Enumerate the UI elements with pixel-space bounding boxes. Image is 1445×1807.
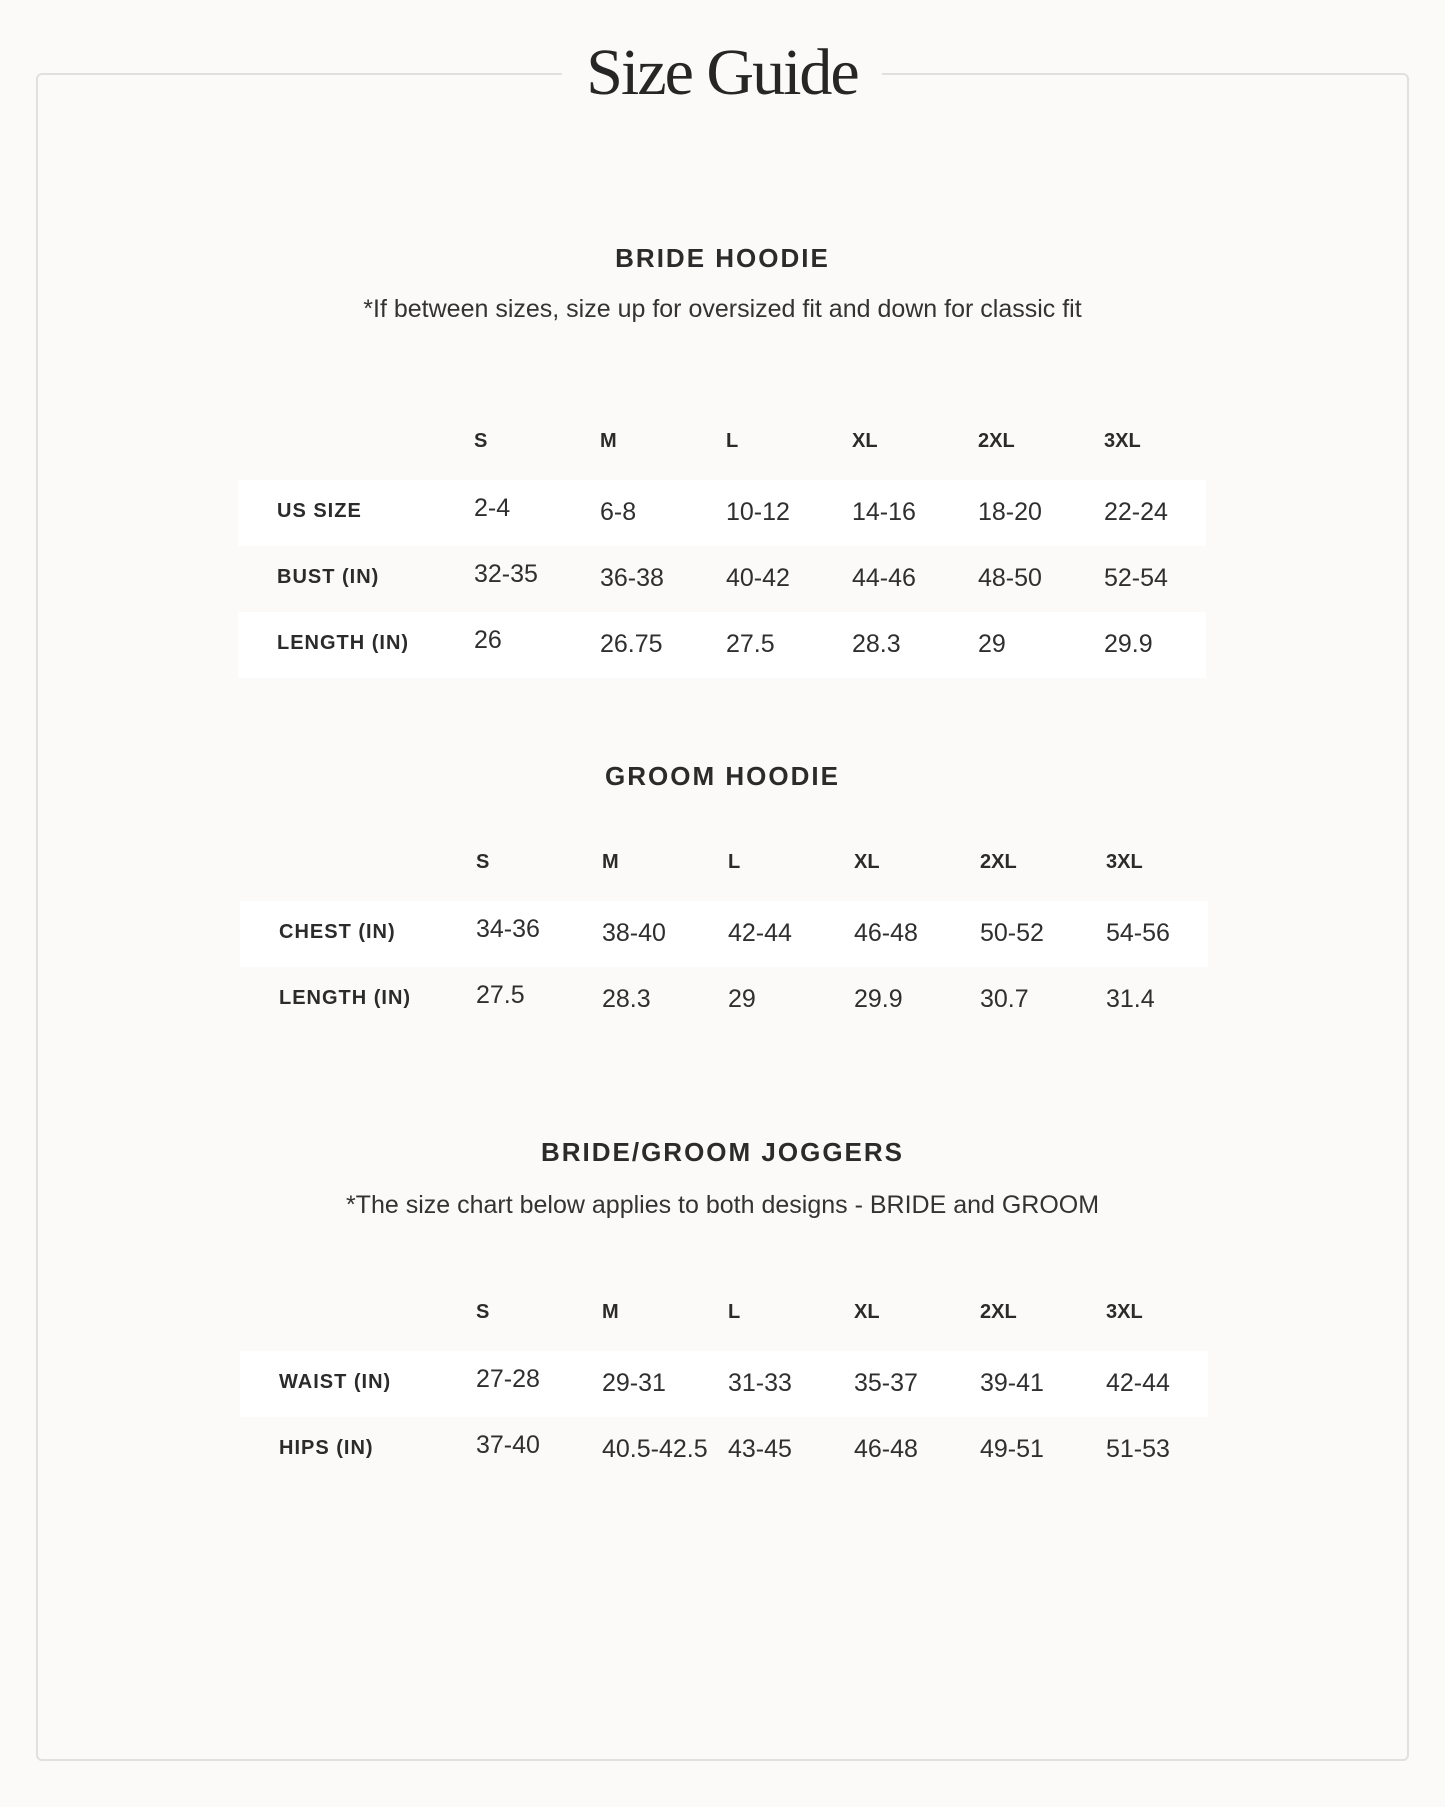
table-cell: 52-54 (1104, 564, 1168, 592)
table-cell: 22-24 (1104, 498, 1168, 526)
size-header-cell: 3XL (1106, 851, 1143, 873)
page-title: Size Guide (562, 28, 882, 118)
table-row (240, 1417, 1208, 1483)
table-cell: 28.3 (852, 630, 901, 658)
table-cell: 29.9 (854, 985, 903, 1013)
bride-hoodie-note: *If between sizes, size up for oversized fit and down for classic fit (363, 295, 1082, 323)
table-cell: 27.5 (476, 981, 525, 1009)
size-header-cell: 3XL (1104, 430, 1141, 452)
table-cell: 29 (978, 630, 1006, 658)
size-header-cell: M (602, 1301, 619, 1323)
joggers-note: *The size chart below applies to both designs - BRIDE and GROOM (345, 1191, 1100, 1219)
table-row (240, 1351, 1208, 1417)
table-cell: 30.7 (980, 985, 1029, 1013)
table-cell: 6-8 (600, 498, 637, 526)
table-cell: 29 (728, 985, 756, 1013)
size-header-cell: S (474, 430, 488, 452)
size-header-row (240, 839, 1208, 901)
table-cell: 54-56 (1106, 919, 1170, 947)
table-cell: 28.3 (602, 985, 651, 1013)
size-header-row (238, 418, 1206, 480)
joggers-table (240, 1289, 1208, 1483)
table-row (238, 546, 1206, 612)
table-cell: 27.5 (726, 630, 775, 658)
row-label: BUST (IN) (277, 566, 380, 588)
size-header-cell: L (728, 851, 741, 873)
row-label: WAIST (IN) (279, 1371, 392, 1393)
table-cell: 27-28 (476, 1365, 540, 1393)
table-row (238, 480, 1206, 546)
joggers-title: BRIDE/GROOM JOGGERS (540, 1137, 905, 1167)
table-cell: 32-35 (474, 560, 538, 588)
table-cell: 26.75 (600, 630, 663, 658)
table-cell: 14-16 (852, 498, 916, 526)
size-header-cell: 2XL (980, 851, 1017, 873)
table-cell: 39-41 (980, 1369, 1044, 1397)
table-cell: 31-33 (728, 1369, 792, 1397)
size-header-cell: XL (854, 851, 880, 873)
groom-hoodie-title: GROOM HOODIE (605, 761, 840, 791)
table-cell: 29.9 (1104, 630, 1153, 658)
size-header-cell: M (600, 430, 617, 452)
row-label: LENGTH (IN) (277, 632, 410, 654)
table-cell: 40-42 (726, 564, 790, 592)
table-cell: 2-4 (474, 494, 511, 522)
table-cell: 46-48 (854, 1435, 918, 1463)
table-row (240, 901, 1208, 967)
table-cell: 49-51 (980, 1435, 1044, 1463)
size-header-row (240, 1289, 1208, 1351)
table-cell: 42-44 (728, 919, 792, 947)
row-label: HIPS (IN) (279, 1437, 374, 1459)
table-row (238, 612, 1206, 678)
groom-hoodie-table (240, 839, 1208, 1033)
table-cell: 42-44 (1106, 1369, 1170, 1397)
table-cell: 48-50 (978, 564, 1042, 592)
table-cell: 36-38 (600, 564, 664, 592)
table-cell: 31.4 (1106, 985, 1155, 1013)
table-cell: 44-46 (852, 564, 916, 592)
table-cell: 34-36 (476, 915, 540, 943)
table-cell: 43-45 (728, 1435, 792, 1463)
table-cell: 29-31 (602, 1369, 666, 1397)
table-cell: 40.5-42.5 (602, 1435, 708, 1463)
table-cell: 51-53 (1106, 1435, 1170, 1463)
size-header-cell: S (476, 1301, 490, 1323)
table-cell: 46-48 (854, 919, 918, 947)
row-label: LENGTH (IN) (279, 987, 412, 1009)
table-cell: 10-12 (726, 498, 790, 526)
size-header-cell: XL (854, 1301, 880, 1323)
size-header-cell: 2XL (978, 430, 1015, 452)
size-header-cell: 2XL (980, 1301, 1017, 1323)
size-header-cell: M (602, 851, 619, 873)
table-cell: 38-40 (602, 919, 666, 947)
size-header-cell: L (728, 1301, 741, 1323)
row-label: US SIZE (277, 500, 362, 522)
bride-hoodie-title: BRIDE HOODIE (615, 243, 830, 273)
size-header-cell: 3XL (1106, 1301, 1143, 1323)
size-header-cell: L (726, 430, 739, 452)
table-cell: 37-40 (476, 1431, 540, 1459)
size-header-cell: S (476, 851, 490, 873)
table-cell: 18-20 (978, 498, 1042, 526)
table-cell: 50-52 (980, 919, 1044, 947)
bride-hoodie-table (238, 418, 1206, 678)
table-cell: 26 (474, 626, 502, 654)
table-row (240, 967, 1208, 1033)
row-label: CHEST (IN) (279, 921, 396, 943)
size-header-cell: XL (852, 430, 878, 452)
table-cell: 35-37 (854, 1369, 918, 1397)
